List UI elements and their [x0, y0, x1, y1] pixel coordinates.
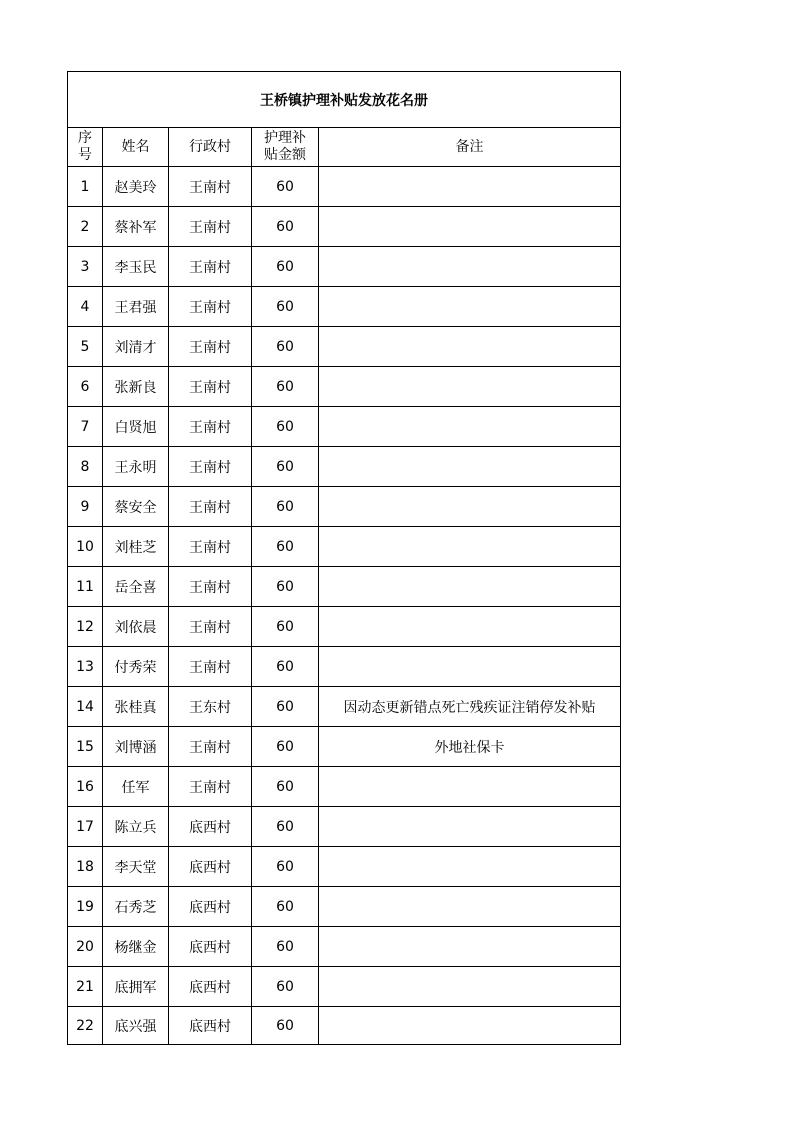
cell-name: 王永明: [103, 447, 169, 487]
cell-seq: 18: [68, 847, 103, 887]
cell-seq: 2: [68, 207, 103, 247]
cell-village: 王南村: [169, 407, 252, 447]
cell-remark: [319, 407, 621, 447]
table-title: 王桥镇护理补贴发放花名册: [68, 72, 621, 128]
cell-remark: [319, 287, 621, 327]
cell-village: 底西村: [169, 807, 252, 847]
cell-seq: 13: [68, 647, 103, 687]
table-row: [68, 527, 621, 567]
cell-amount: 60: [252, 647, 319, 687]
cell-seq: 4: [68, 287, 103, 327]
cell-remark: [319, 807, 621, 847]
cell-amount: 60: [252, 727, 319, 767]
cell-name: 刘清才: [103, 327, 169, 367]
table-row: [68, 207, 621, 247]
cell-village: 王南村: [169, 647, 252, 687]
table-row: [68, 247, 621, 287]
header-row: [68, 128, 621, 167]
cell-amount: 60: [252, 687, 319, 727]
cell-seq: 16: [68, 767, 103, 807]
cell-remark: [319, 207, 621, 247]
cell-amount: 60: [252, 207, 319, 247]
cell-name: 刘博涵: [103, 727, 169, 767]
cell-amount: 60: [252, 407, 319, 447]
cell-amount: 60: [252, 567, 319, 607]
cell-village: 王南村: [169, 727, 252, 767]
cell-village: 底西村: [169, 967, 252, 1007]
cell-name: 张新良: [103, 367, 169, 407]
cell-village: 王南村: [169, 567, 252, 607]
cell-village: 底西村: [169, 887, 252, 927]
cell-seq: 12: [68, 607, 103, 647]
table-row: [68, 167, 621, 207]
cell-seq: 1: [68, 167, 103, 207]
cell-seq: 5: [68, 327, 103, 367]
cell-remark: [319, 967, 621, 1007]
cell-village: 王南村: [169, 607, 252, 647]
table-row: [68, 287, 621, 327]
cell-seq: 11: [68, 567, 103, 607]
cell-name: 王君强: [103, 287, 169, 327]
cell-remark: [319, 887, 621, 927]
table-row: [68, 407, 621, 447]
table-row: [68, 887, 621, 927]
cell-name: 白贤旭: [103, 407, 169, 447]
header-village: 行政村: [169, 128, 252, 167]
cell-remark: [319, 927, 621, 967]
table-row: [68, 327, 621, 367]
cell-name: 李玉民: [103, 247, 169, 287]
table-row: [68, 687, 621, 727]
table-row: [68, 607, 621, 647]
cell-amount: 60: [252, 967, 319, 1007]
cell-village: 底西村: [169, 847, 252, 887]
cell-seq: 6: [68, 367, 103, 407]
cell-village: 王东村: [169, 687, 252, 727]
title-row: [68, 72, 621, 128]
table-row: [68, 647, 621, 687]
cell-village: 王南村: [169, 207, 252, 247]
cell-remark: [319, 847, 621, 887]
table-row: [68, 727, 621, 767]
cell-village: 底西村: [169, 927, 252, 967]
cell-amount: 60: [252, 1007, 319, 1045]
cell-name: 赵美玲: [103, 167, 169, 207]
cell-remark: [319, 327, 621, 367]
cell-village: 王南村: [169, 327, 252, 367]
cell-village: 王南村: [169, 287, 252, 327]
cell-remark: [319, 167, 621, 207]
cell-seq: 7: [68, 407, 103, 447]
table-row: [68, 807, 621, 847]
cell-amount: 60: [252, 887, 319, 927]
header-seq: 序号: [68, 128, 103, 167]
cell-amount: 60: [252, 367, 319, 407]
cell-seq: 22: [68, 1007, 103, 1045]
table-row: [68, 847, 621, 887]
cell-amount: 60: [252, 447, 319, 487]
table-row: [68, 367, 621, 407]
cell-amount: 60: [252, 247, 319, 287]
cell-remark: [319, 247, 621, 287]
cell-name: 底兴强: [103, 1007, 169, 1045]
cell-village: 底西村: [169, 1007, 252, 1045]
cell-village: 王南村: [169, 247, 252, 287]
cell-name: 底拥军: [103, 967, 169, 1007]
table-row: [68, 487, 621, 527]
cell-village: 王南村: [169, 527, 252, 567]
roster-body: [68, 167, 621, 1045]
cell-amount: 60: [252, 767, 319, 807]
header-remark: 备注: [319, 128, 621, 167]
table-row: [68, 767, 621, 807]
cell-amount: 60: [252, 327, 319, 367]
cell-name: 蔡安全: [103, 487, 169, 527]
cell-remark: 因动态更新错点死亡残疾证注销停发补贴: [319, 687, 621, 727]
cell-remark: 外地社保卡: [319, 727, 621, 767]
cell-remark: [319, 1007, 621, 1045]
table-row: [68, 447, 621, 487]
cell-amount: 60: [252, 927, 319, 967]
table-row: [68, 567, 621, 607]
cell-name: 石秀芝: [103, 887, 169, 927]
cell-amount: 60: [252, 167, 319, 207]
cell-seq: 3: [68, 247, 103, 287]
cell-village: 王南村: [169, 767, 252, 807]
cell-remark: [319, 767, 621, 807]
cell-remark: [319, 607, 621, 647]
table-row: [68, 927, 621, 967]
cell-seq: 21: [68, 967, 103, 1007]
cell-name: 张桂真: [103, 687, 169, 727]
cell-remark: [319, 367, 621, 407]
cell-seq: 17: [68, 807, 103, 847]
header-name: 姓名: [103, 128, 169, 167]
cell-seq: 10: [68, 527, 103, 567]
cell-remark: [319, 447, 621, 487]
cell-village: 王南村: [169, 167, 252, 207]
cell-name: 李天堂: [103, 847, 169, 887]
table-row: [68, 967, 621, 1007]
cell-name: 杨继金: [103, 927, 169, 967]
cell-name: 蔡补军: [103, 207, 169, 247]
cell-name: 刘依晨: [103, 607, 169, 647]
cell-amount: 60: [252, 807, 319, 847]
cell-seq: 8: [68, 447, 103, 487]
cell-name: 岳全喜: [103, 567, 169, 607]
cell-name: 刘桂芝: [103, 527, 169, 567]
cell-name: 任军: [103, 767, 169, 807]
cell-amount: 60: [252, 607, 319, 647]
cell-seq: 14: [68, 687, 103, 727]
cell-village: 王南村: [169, 447, 252, 487]
cell-remark: [319, 647, 621, 687]
cell-seq: 19: [68, 887, 103, 927]
table-row: [68, 1007, 621, 1045]
cell-seq: 15: [68, 727, 103, 767]
cell-amount: 60: [252, 847, 319, 887]
header-amount: 护理补贴金额: [252, 128, 319, 167]
roster-table: [67, 71, 621, 1045]
cell-village: 王南村: [169, 367, 252, 407]
cell-remark: [319, 487, 621, 527]
cell-seq: 9: [68, 487, 103, 527]
cell-amount: 60: [252, 487, 319, 527]
cell-seq: 20: [68, 927, 103, 967]
cell-village: 王南村: [169, 487, 252, 527]
cell-amount: 60: [252, 287, 319, 327]
cell-name: 陈立兵: [103, 807, 169, 847]
cell-remark: [319, 567, 621, 607]
cell-name: 付秀荣: [103, 647, 169, 687]
cell-amount: 60: [252, 527, 319, 567]
cell-remark: [319, 527, 621, 567]
